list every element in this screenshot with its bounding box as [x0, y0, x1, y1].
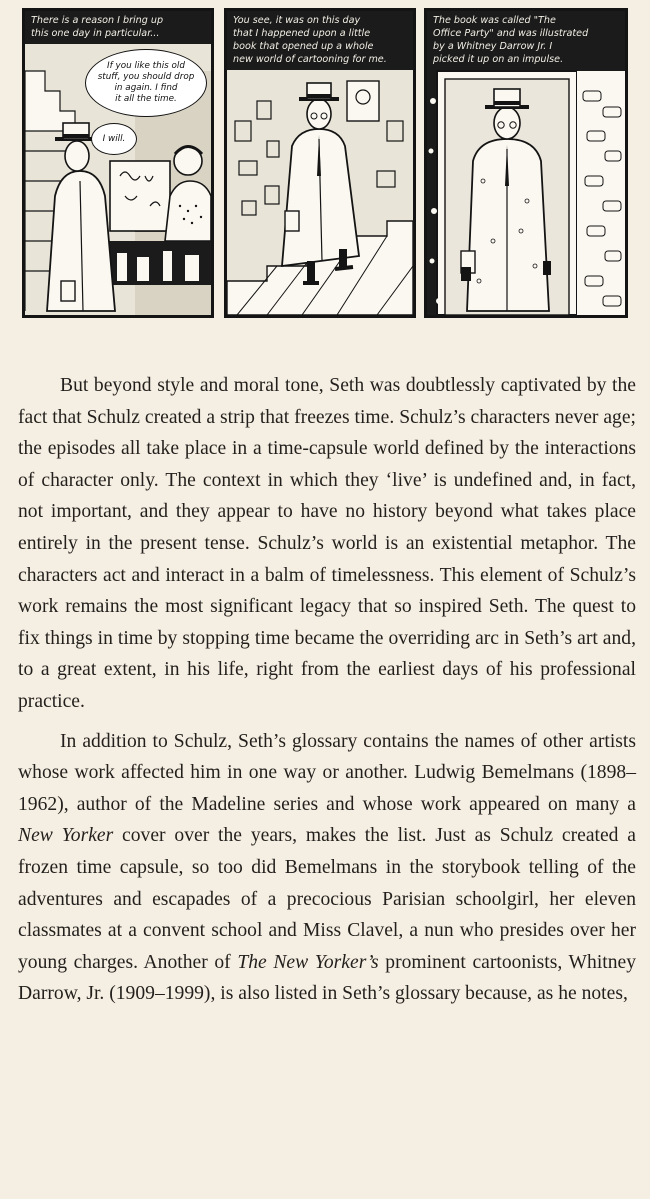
paragraph-2: [18, 726, 636, 1010]
comic-panel-1: [22, 8, 214, 318]
shopkeeper-speech-balloon: If you like this old stuff, you should drop in again. I find it all the time.: [85, 49, 207, 117]
magazine-title-the-new-yorkers: The New Yorker’s: [237, 951, 379, 973]
paragraph-2-part-c: prominent cartoonists, Whitney Darrow, Jr. (1909–1999), is also listed in Seth’s glossary because, as he notes,: [18, 951, 637, 1005]
comic-strip: [22, 8, 628, 320]
seth-speech-balloon: I will.: [91, 123, 137, 155]
paragraph-1: But beyond style and moral tone, Seth was doubtlessly captivated by the fact that Schulz created a strip that freezes time. Schulz’s characters never age; the episodes all take place in a time-capsule world defined by the interactions of character only. The context in which they ‘live’ is undefined and, in fact, not important, and they appear to have no history beyond what takes place entirely in the present tense. Schulz’s world is an existential metaphor. The characters act and interact in a balm of timelessness. This element of Schulz’s work remains the most significant legacy that so inspired Seth. The quest to fix things in time by stopping time became the overriding arc in Seth’s art and, to a great extent, in his life, right from the earliest days of his professional practice.: [18, 375, 636, 712]
paragraph-2-part-a: In addition to Schulz, Seth’s glossary contains the names of other artists whose work affected him in one way or another. Ludwig Bemelmans (1898–1962), author of the Madeline series and whose work appeared on many a: [18, 730, 636, 815]
magazine-title-new-yorker: New Yorker: [18, 825, 114, 847]
comic-panel-2: [224, 8, 416, 318]
panel-2-caption: You see, it was on this day that I happened upon a little book that opened up a whole new world of cartooning for me.: [227, 11, 413, 70]
panel-3-caption: The book was called "The Office Party" and was illustrated by a Whitney Darrow Jr. I picked it up on an impulse.: [427, 11, 625, 70]
paragraph-2-part-b: cover over the years, makes the list. Just as Schulz created a frozen time capsule, so too did Bemelmans in the storybook telling of the adventures and escapades of a precocious Parisian schoolgirl, her eleven classmates at a convent school and Miss Clavel, a nun who presides over her young charges. Another of: [18, 825, 636, 973]
body-text: [18, 370, 636, 1010]
panel-1-caption: There is a reason I bring up this one day in particular...: [25, 11, 211, 44]
comic-panel-3: [424, 8, 628, 318]
